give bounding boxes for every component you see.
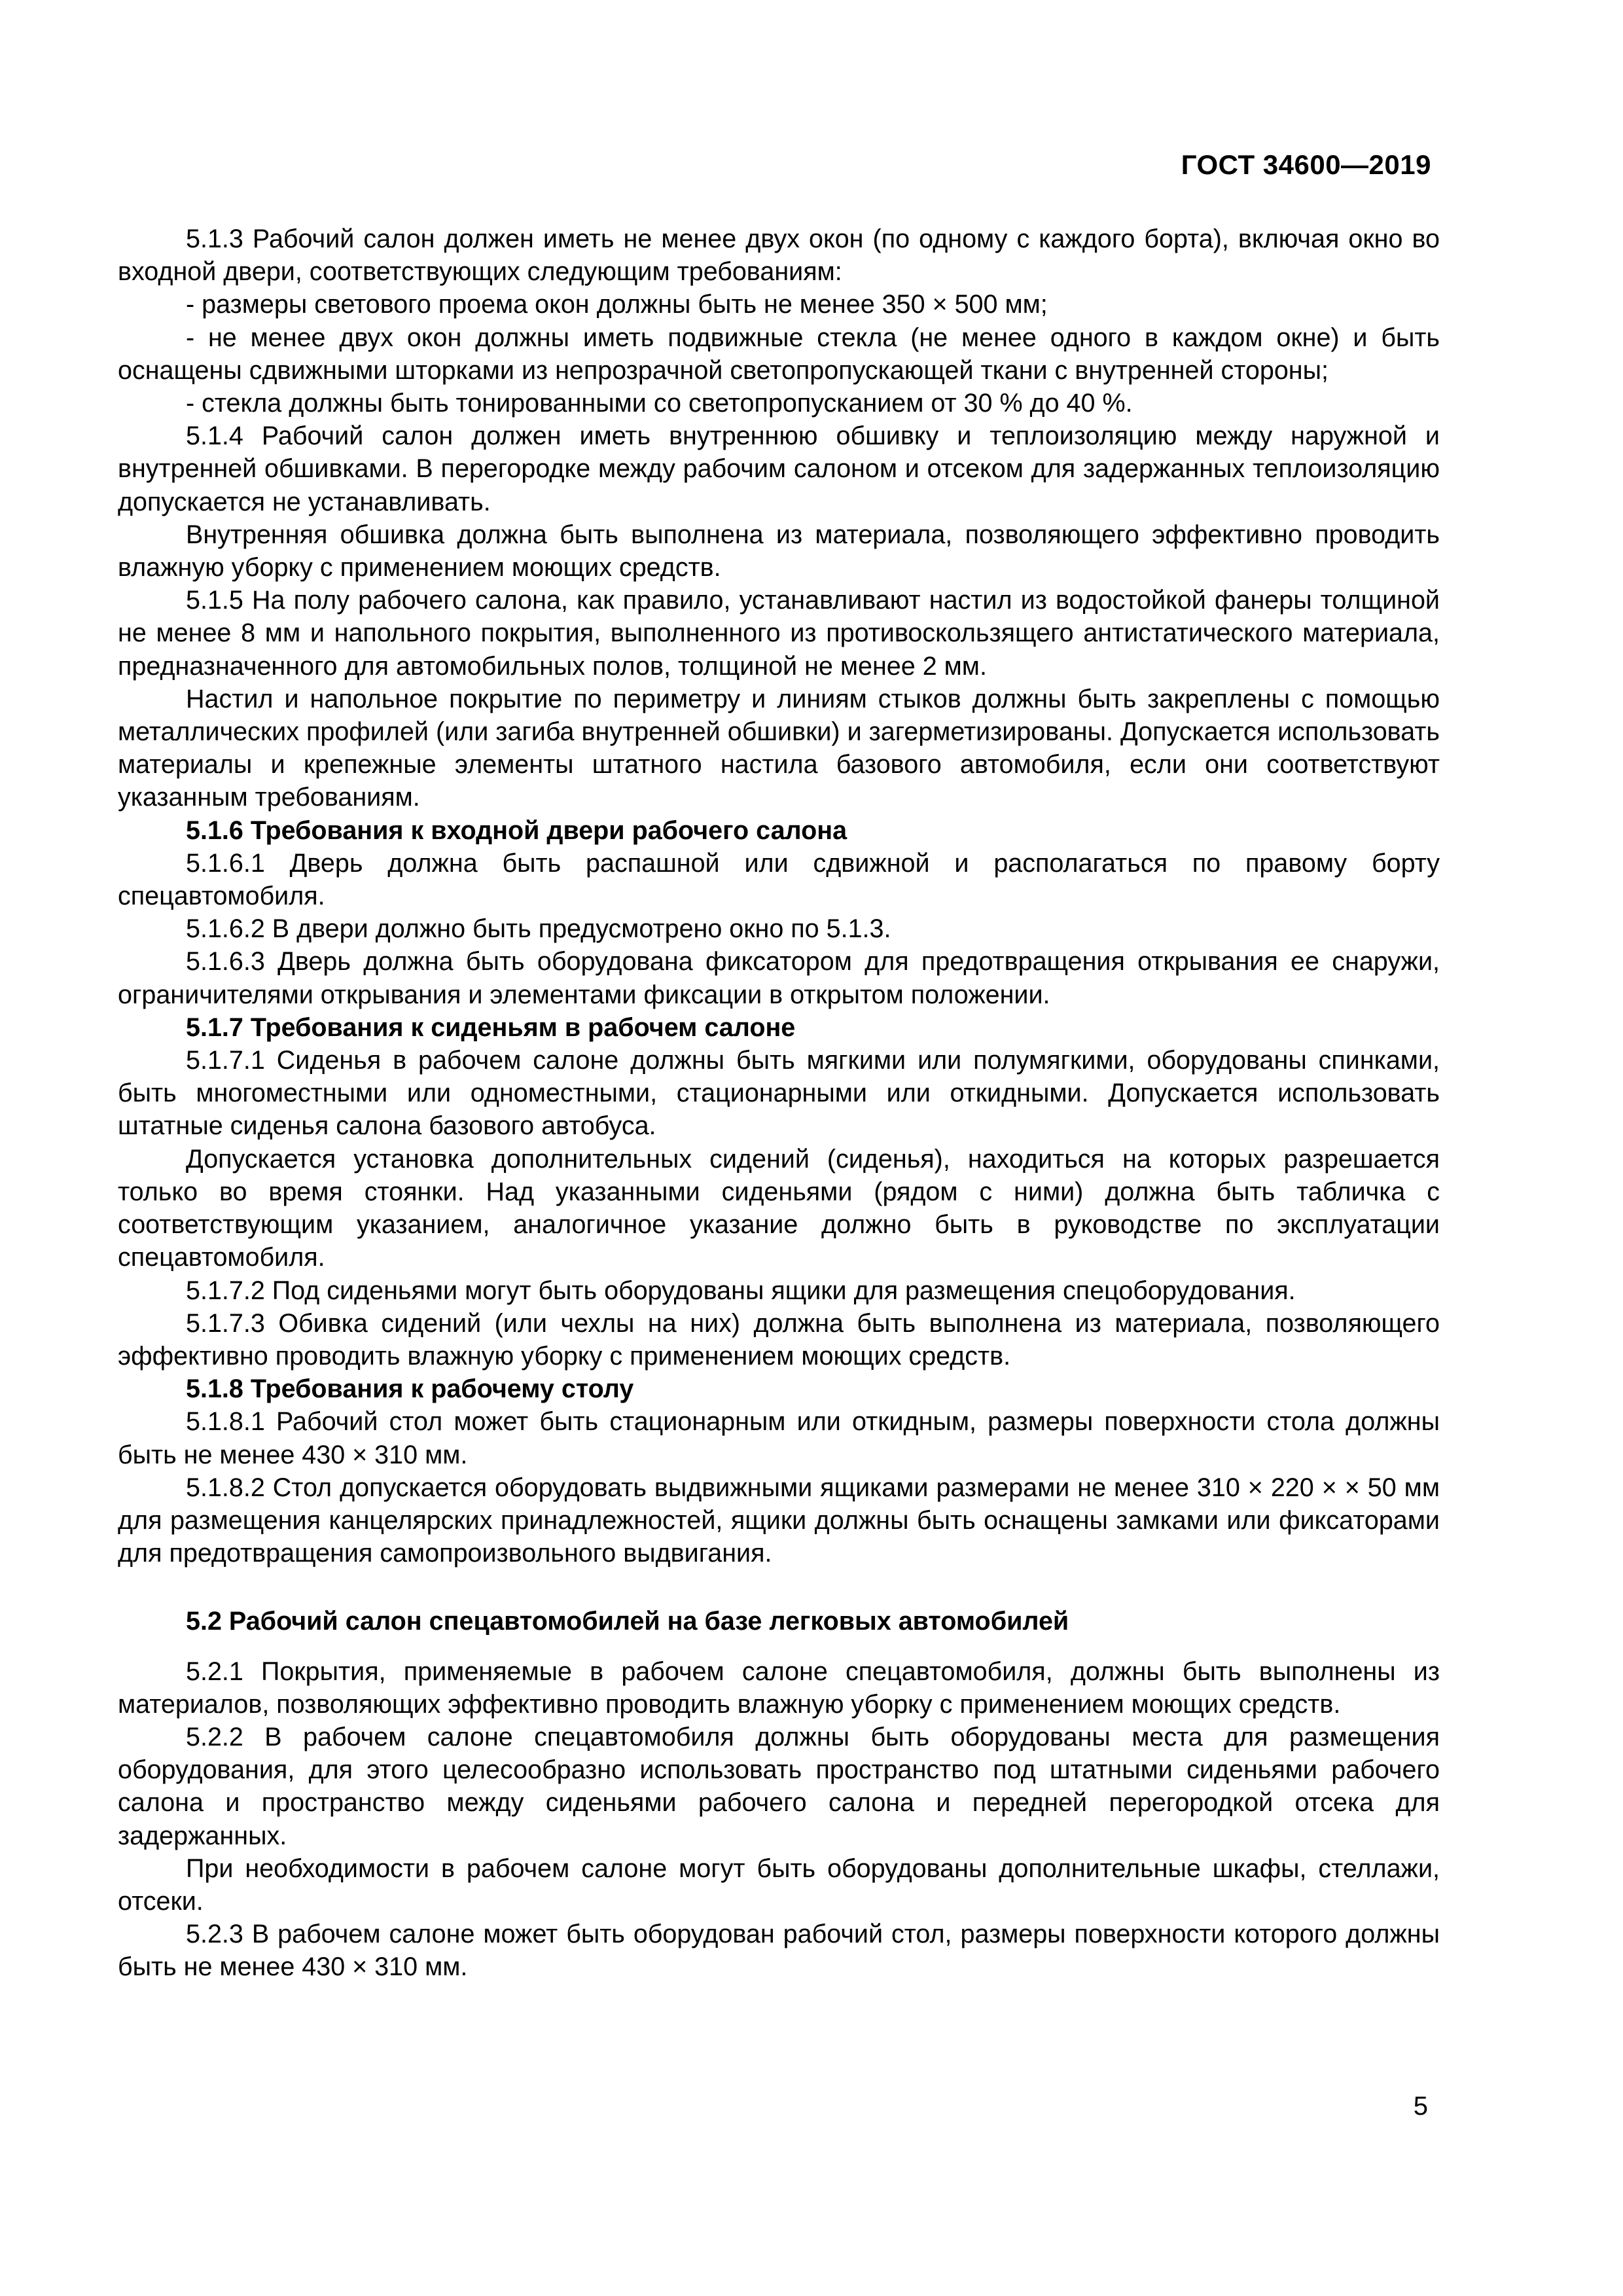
standard-code-header: ГОСТ 34600—2019 bbox=[1181, 149, 1431, 180]
paragraph-5-1-8-1: 5.1.8.1 Рабочий стол может быть стационарным или откидным, размеры поверхности стола должны быть не менее 430 × 310 мм. bbox=[118, 1407, 1440, 1469]
heading-5-1-6: 5.1.6 Требования к входной двери рабочего салона bbox=[186, 816, 847, 845]
paragraph-5-2-3: 5.2.3 В рабочем салоне может быть оборудован рабочий стол, размеры поверхности которого должны быть не менее 430 × 310 мм. bbox=[118, 1920, 1440, 1982]
paragraph-5-1-6-3: 5.1.6.3 Дверь должна быть оборудована фиксатором для предотвращения открывания ее снаружи, ограничителями открывания и элементами фиксации в открытом положении. bbox=[118, 947, 1440, 1009]
paragraph-inner-lining: Внутренняя обшивка должна быть выполнена из материала, позволяющего эффективно проводить влажную уборку с применением моющих средств. bbox=[118, 520, 1440, 583]
paragraph-extra-cabinets: При необходимости в рабочем салоне могут быть оборудованы дополнительные шкафы, стеллажи, отсеки. bbox=[118, 1854, 1440, 1916]
list-item-tinted-glass: - стекла должны быть тонированными со светопропусканием от 30 % до 40 %. bbox=[186, 389, 1133, 418]
paragraph-5-1-4: 5.1.4 Рабочий салон должен иметь внутреннюю обшивку и теплоизоляцию между наружной и внутренней обшивками. В перегородке между рабочим салоном и отсеком для задержанных теплоизоляцию допускается не устанавливать. bbox=[118, 422, 1440, 516]
heading-5-1-8: 5.1.8 Требования к рабочему столу bbox=[186, 1374, 634, 1404]
document-body bbox=[118, 223, 1440, 1984]
list-item-movable-glass: - не менее двух окон должны иметь подвижные стекла (не менее одного в каждом окне) и быть оснащены сдвижными шторками из непрозрачной светопропускающей ткани с внутренней стороны; bbox=[118, 323, 1440, 385]
list-item-window-size: - размеры светового проема окон должны быть не менее 350 × 500 мм; bbox=[186, 290, 1048, 319]
paragraph-5-1-7-1: 5.1.7.1 Сиденья в рабочем салоне должны быть мягкими или полумягкими, оборудованы спинками, быть многоместными или одноместными, стационарными или откидными. Допускается использовать штатные сиденья салона базового автобуса. bbox=[118, 1046, 1440, 1141]
page-number: 5 bbox=[1413, 2092, 1428, 2121]
heading-5-2: 5.2 Рабочий салон спецавтомобилей на базе легковых автомобилей bbox=[186, 1607, 1069, 1636]
paragraph-5-1-8-2: 5.1.8.2 Стол допускается оборудовать выдвижными ящиками размерами не менее 310 × 220 × × 50 мм для размещения канцелярских принадлежностей, ящики должны быть оснащены замками или фиксаторами для предотвращения самопроизвольного выдвигания. bbox=[118, 1473, 1440, 1568]
paragraph-floor-covering: Настил и напольное покрытие по периметру и линиям стыков должны быть закреплены с помощью металлических профилей (или загиба внутренней обшивки) и загерметизированы. Допускается использовать материалы и крепежные элементы штатного настила базового автомобиля, если они соответствуют указанным требованиям. bbox=[118, 684, 1440, 812]
paragraph-5-1-5: 5.1.5 На полу рабочего салона, как правило, устанавливают настил из водостойкой фанеры толщиной не менее 8 мм и напольного покрытия, выполненного из противоскользящего антистатического материала, предназначенного для автомобильных полов, толщиной не менее 2 мм. bbox=[118, 586, 1440, 681]
paragraph-5-1-7-3: 5.1.7.3 Обивка сидений (или чехлы на них) должна быть выполнена из материала, позволяющего эффективно проводить влажную уборку с применением моющих средств. bbox=[118, 1308, 1440, 1371]
paragraph-5-1-3: 5.1.3 Рабочий салон должен иметь не менее двух окон (по одному с каждого борта), включая окно во входной двери, соответствующих следующим требованиям: bbox=[118, 224, 1440, 287]
paragraph-5-2-2: 5.2.2 В рабочем салоне спецавтомобиля должны быть оборудованы места для размещения оборудования, для этого целесообразно использовать пространство под штатными сиденьями рабочего салона и пространство между сиденьями рабочего салона и передней перегородкой отсека для задержанных. bbox=[118, 1722, 1440, 1850]
paragraph-additional-seats: Допускается установка дополнительных сидений (сиденья), находиться на которых разрешается только во время стоянки. Над указанными сиденьями (рядом с ними) должна быть табличка с соответствующим указанием, аналогичное указание должно быть в руководстве по эксплуатации спецавтомобиля. bbox=[118, 1144, 1440, 1272]
paragraph-5-1-7-2: 5.1.7.2 Под сиденьями могут быть оборудованы ящики для размещения спецоборудования. bbox=[186, 1276, 1296, 1305]
paragraph-5-1-6-1: 5.1.6.1 Дверь должна быть распашной или сдвижной и располагаться по правому борту спецавтомобиля. bbox=[118, 848, 1440, 911]
paragraph-5-2-1: 5.2.1 Покрытия, применяемые в рабочем салоне спецавтомобиля, должны быть выполнены из материалов, позволяющих эффективно проводить влажную уборку с применением моющих средств. bbox=[118, 1657, 1440, 1719]
paragraph-5-1-6-2: 5.1.6.2 В двери должно быть предусмотрено окно по 5.1.3. bbox=[186, 914, 891, 944]
heading-5-1-7: 5.1.7 Требования к сиденьям в рабочем салоне bbox=[186, 1013, 796, 1042]
